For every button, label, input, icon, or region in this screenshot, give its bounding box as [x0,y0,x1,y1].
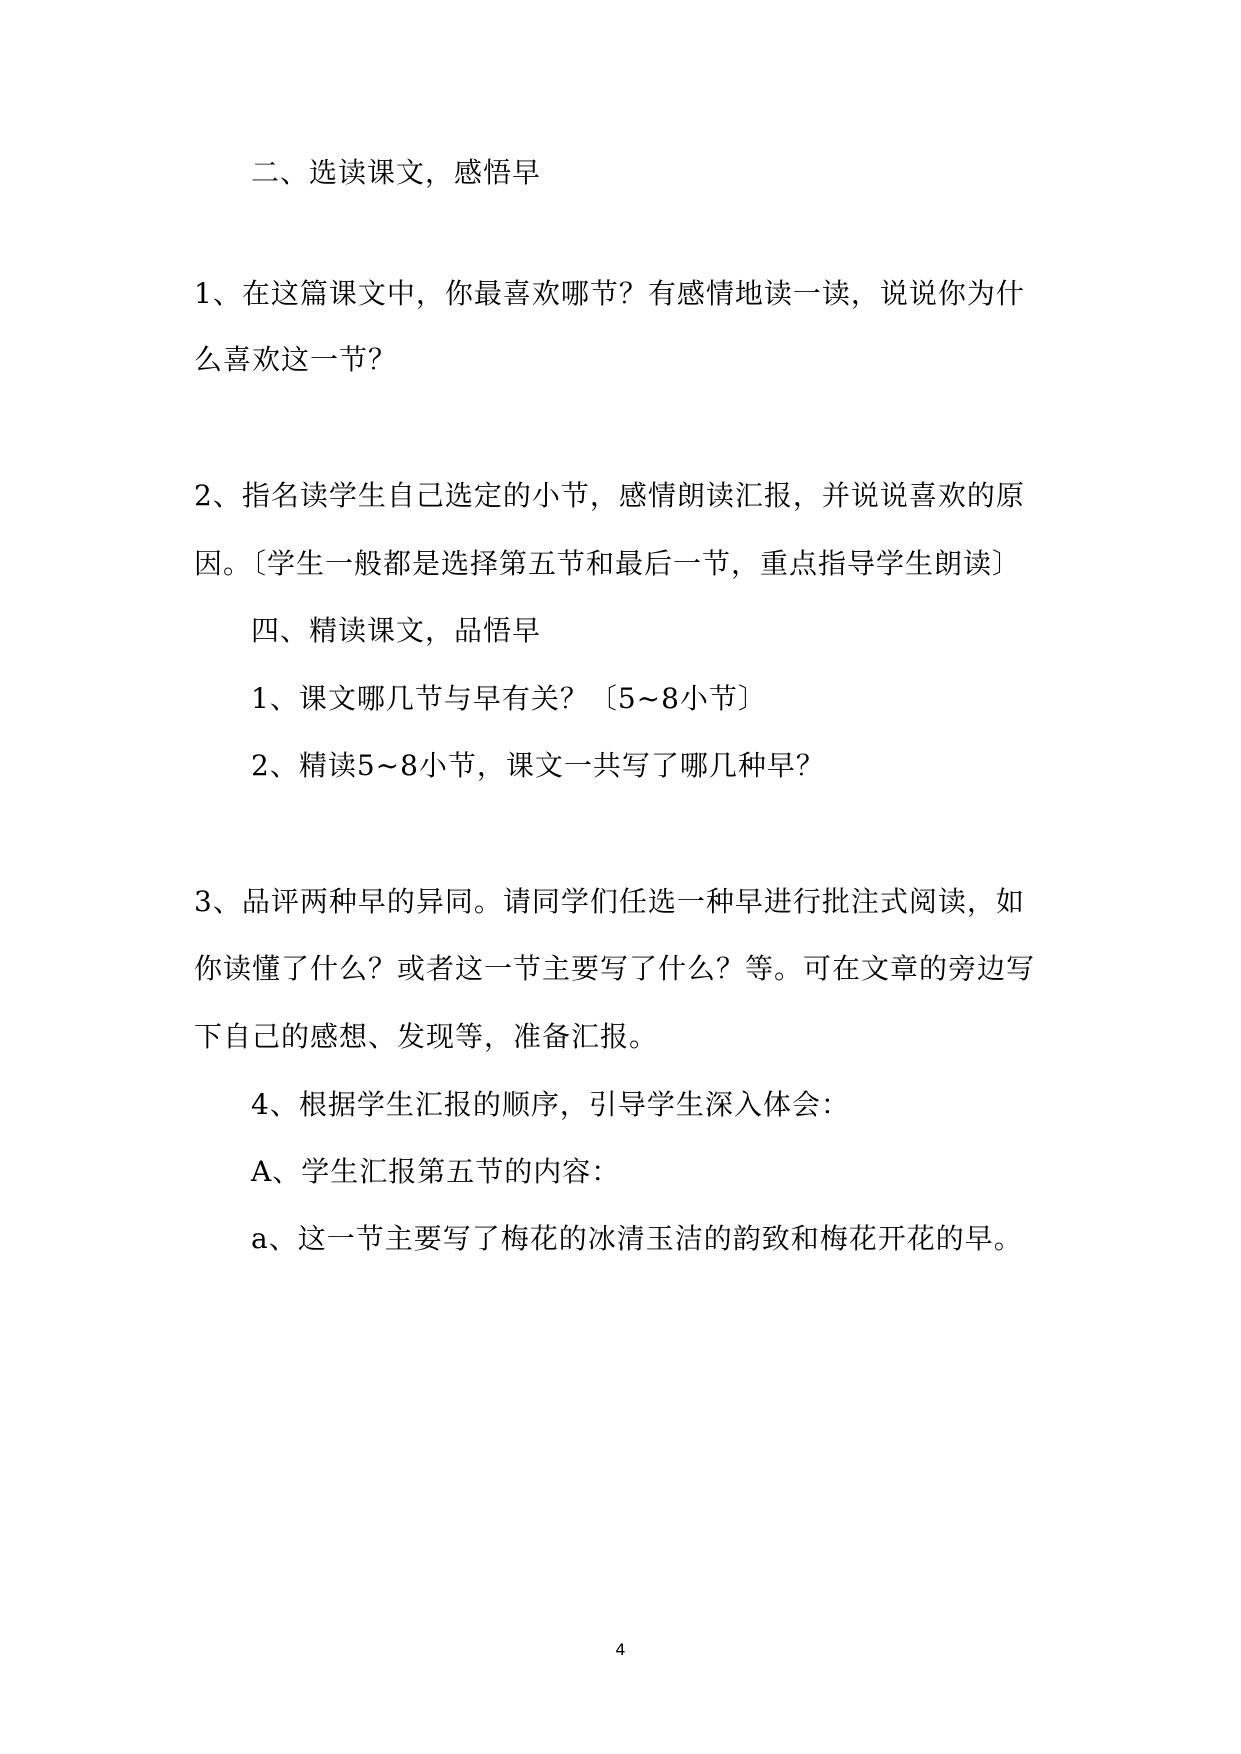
paragraph-line: 下自己的感想、发现等，准备汇报。 [194,1020,659,1053]
paragraph-line: A、学生汇报第五节的内容： [251,1155,621,1188]
paragraph-line: a、这一节主要写了梅花的冰清玉洁的韵致和梅花开花的早。 [251,1222,1023,1255]
paragraph-line: 么喜欢这一节？ [194,343,398,376]
section-heading-4: 四、精读课文，品悟早 [251,614,542,647]
paragraph-line: 因。〔学生一般都是选择第五节和最后一节，重点指导学生朗读〕 [194,547,1022,580]
paragraph-line: 2、指名读学生自己选定的小节，感情朗读汇报，并说说喜欢的原 [194,479,1025,512]
page-number: 4 [615,1640,626,1659]
paragraph-line: 你读懂了什么？或者这一节主要写了什么？等。可在文章的旁边写 [194,952,1036,985]
paragraph-line: 3、品评两种早的异同。请同学们任选一种早进行批注式阅读，如 [194,885,1025,918]
section-heading-2: 二、选读课文，感悟早 [251,156,542,189]
paragraph-line: 1、课文哪几节与早有关？〔5~8小节〕 [251,682,767,715]
paragraph-line: 4、根据学生汇报的顺序，引导学生深入体会： [251,1088,850,1121]
paragraph-line: 1、在这篇课文中，你最喜欢哪节？有感情地读一读，说说你为什 [194,277,1025,310]
paragraph-line: 2、精读5~8小节，课文一共写了哪几种早？ [251,749,825,782]
